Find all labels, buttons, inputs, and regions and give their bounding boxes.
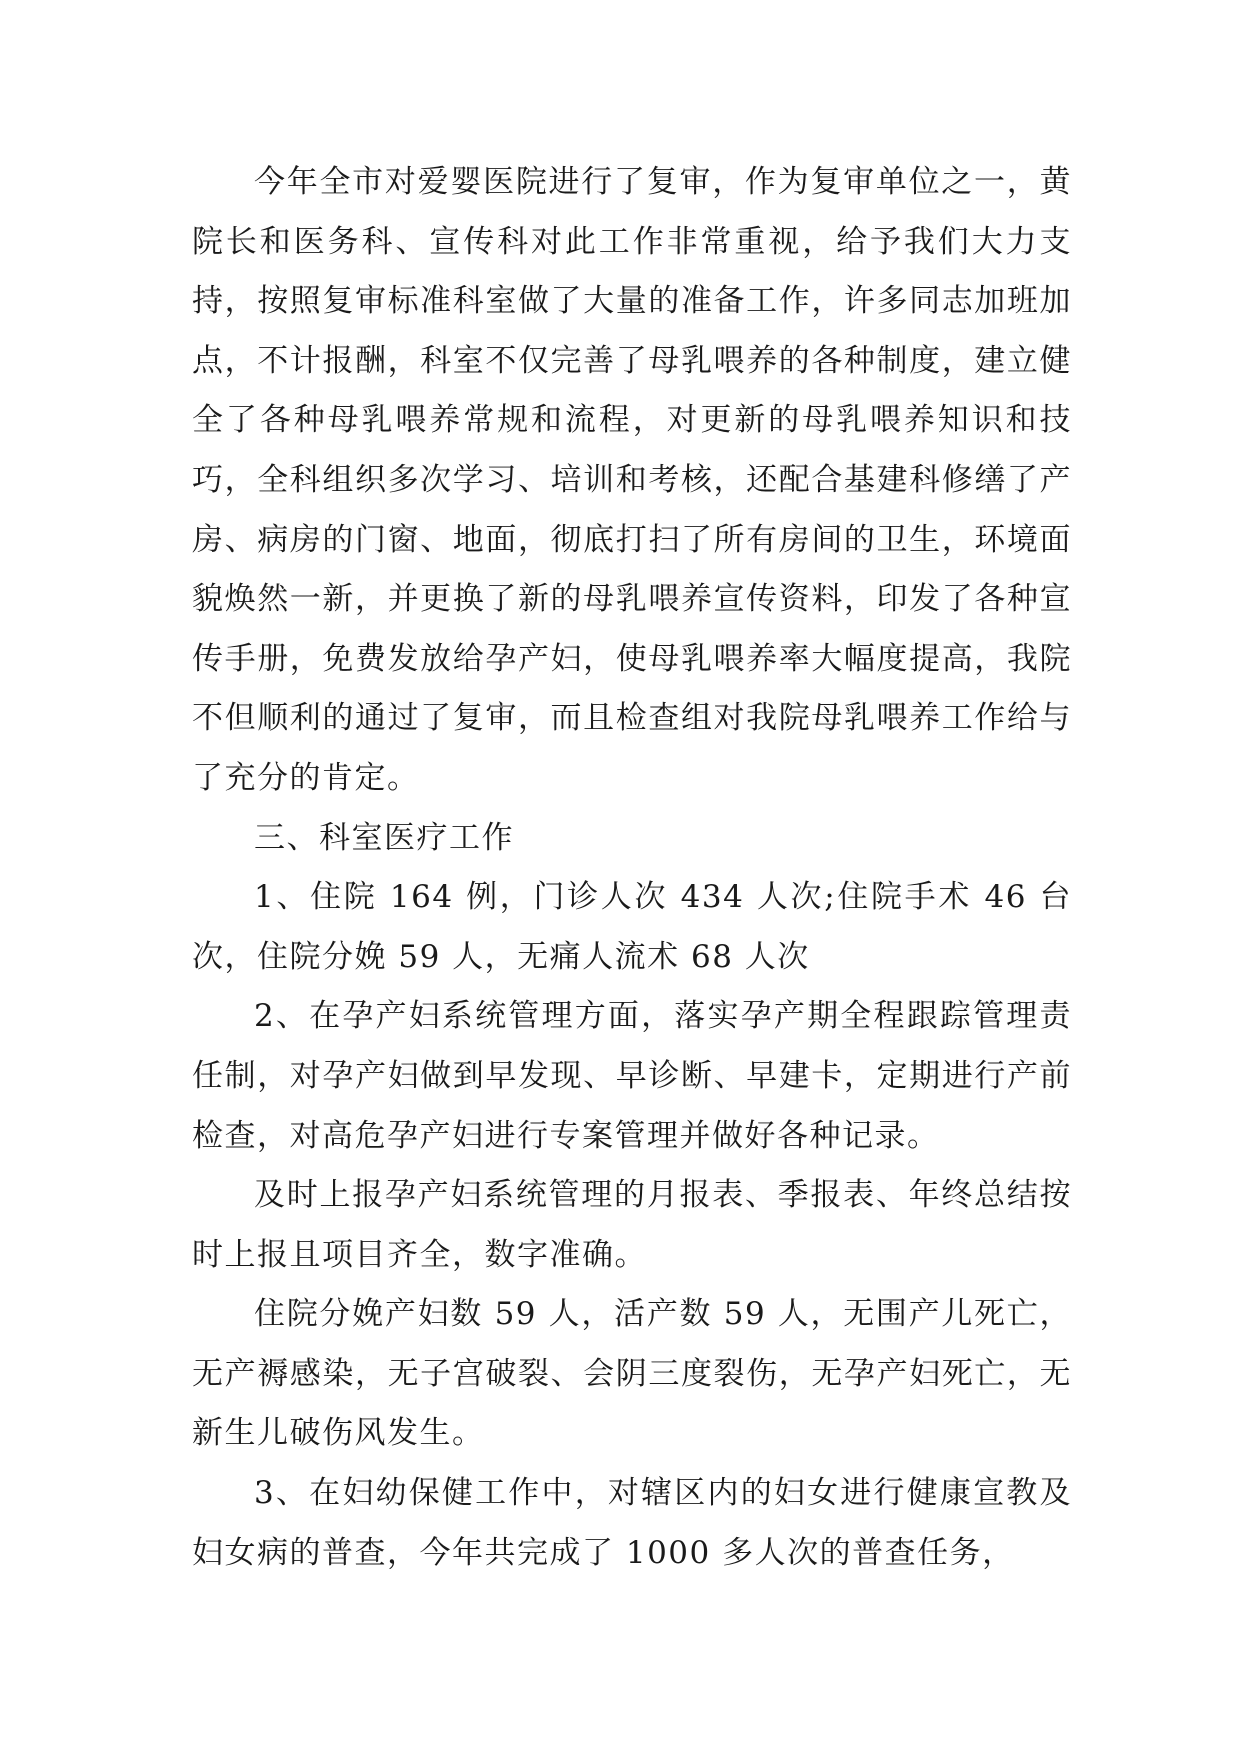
- paragraph-delivery-outcomes: 住院分娩产妇数 59 人，活产数 59 人，无围产儿死亡，无产褥感染，无子宫破裂、会阴三度裂伤，无孕产妇死亡，无新生儿破伤风发生。: [192, 1296, 1072, 1452]
- paragraph-statistics: 1、住院 164 例，门诊人次 434 人次;住院手术 46 台次，住院分娩 59 人，无痛人流术 68 人次: [192, 879, 1072, 975]
- paragraph-reporting: 及时上报孕产妇系统管理的月报表、季报表、年终总结按时上报且项目齐全，数字准确。: [192, 1177, 1072, 1273]
- document-body: [192, 153, 1072, 1583]
- paragraph-health-screening: 3、在妇幼保健工作中，对辖区内的妇女进行健康宣教及妇女病的普查，今年共完成了 1000 多人次的普查任务，: [192, 1475, 1072, 1571]
- section-heading-medical-work: 三、科室医疗工作: [254, 819, 514, 856]
- paragraph-maternal-management: 2、在孕产妇系统管理方面，落实孕产期全程跟踪管理责任制，对孕产妇做到早发现、早诊断、早建卡，定期进行产前检查，对高危孕产妇进行专案管理并做好各种记录。: [192, 998, 1072, 1154]
- paragraph-baby-friendly-review: 今年全市对爱婴医院进行了复审，作为复审单位之一，黄院长和医务科、宣传科对此工作非常重视，给予我们大力支持，按照复审标准科室做了大量的准备工作，许多同志加班加点，不计报酬，科室不仅完善了母乳喂养的各种制度，建立健全了各种母乳喂养常规和流程，对更新的母乳喂养知识和技巧，全科组织多次学习、培训和考核，还配合基建科修缮了产房、病房的门窗、地面，彻底打扫了所有房间的卫生，环境面貌焕然一新，并更换了新的母乳喂养宣传资料，印发了各种宣传手册，免费发放给孕产妇，使母乳喂养率大幅度提高，我院不但顺利的通过了复审，而且检查组对我院母乳喂养工作给与了充分的肯定。: [192, 164, 1072, 796]
